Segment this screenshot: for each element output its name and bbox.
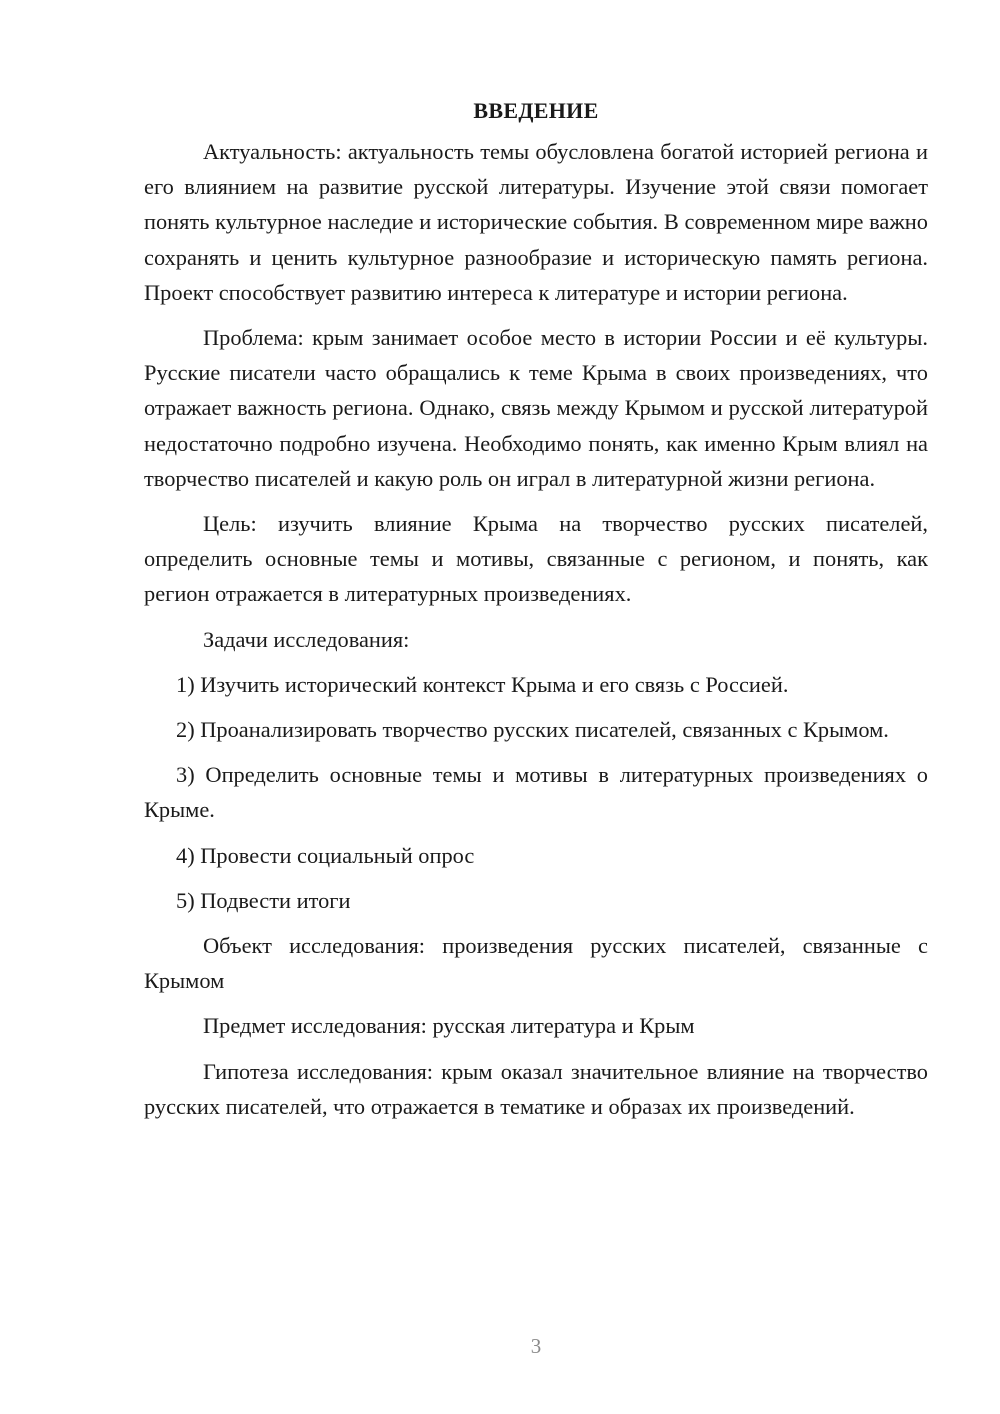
task-item-2: 2) Проанализировать творчество русских писателей, связанных с Крымом.: [176, 717, 889, 743]
paragraph-tasks-heading: Задачи исследования:: [203, 626, 410, 652]
paragraph-object: Объект исследования: произведения русских писателей, связанные с Крымом: [144, 933, 928, 994]
page-content: [144, 96, 928, 1134]
task-item-5: 5) Подвести итоги: [176, 887, 351, 913]
paragraph-subject: Предмет исследования: русская литература и Крым: [203, 1013, 695, 1039]
task-item-3: 3) Определить основные темы и мотивы в литературных произведениях о Крыме.: [144, 762, 928, 823]
paragraph-relevance: Актуальность: актуальность темы обусловлена богатой историей региона и его влиянием на развитие русской литературы. Изучение этой связи помогает понять культурное наследие и исторические события. В современном мире важно сохранять и ценить культурное разнообразие и историческую память региона. Проект способствует развитию интереса к литературе и истории региона.: [144, 139, 928, 305]
task-item-1: 1) Изучить исторический контекст Крыма и его связь с Россией.: [176, 671, 789, 697]
paragraph-hypothesis: Гипотеза исследования: крым оказал значительное влияние на творчество русских писателей, что отражается в тематике и образах их произведений.: [144, 1058, 928, 1119]
task-item-4: 4) Провести социальный опрос: [176, 842, 475, 868]
page-number: 3: [530, 1334, 542, 1358]
paragraph-problem: Проблема: крым занимает особое место в истории России и её культуры. Русские писатели часто обращались к теме Крыма в своих произведениях, что отражает важность региона. Однако, связь между Крымом и русской литературой недостаточно подробно изучена. Необходимо понять, как именно Крым влиял на творчество писателей и какую роль он играл в литературной жизни региона.: [144, 325, 928, 491]
section-heading: ВВЕДЕНИЕ: [473, 98, 599, 123]
paragraph-goal: Цель: изучить влияние Крыма на творчество русских писателей, определить основные темы и мотивы, связанные с регионом, и понять, как регион отражается в литературных произведениях.: [144, 511, 928, 607]
